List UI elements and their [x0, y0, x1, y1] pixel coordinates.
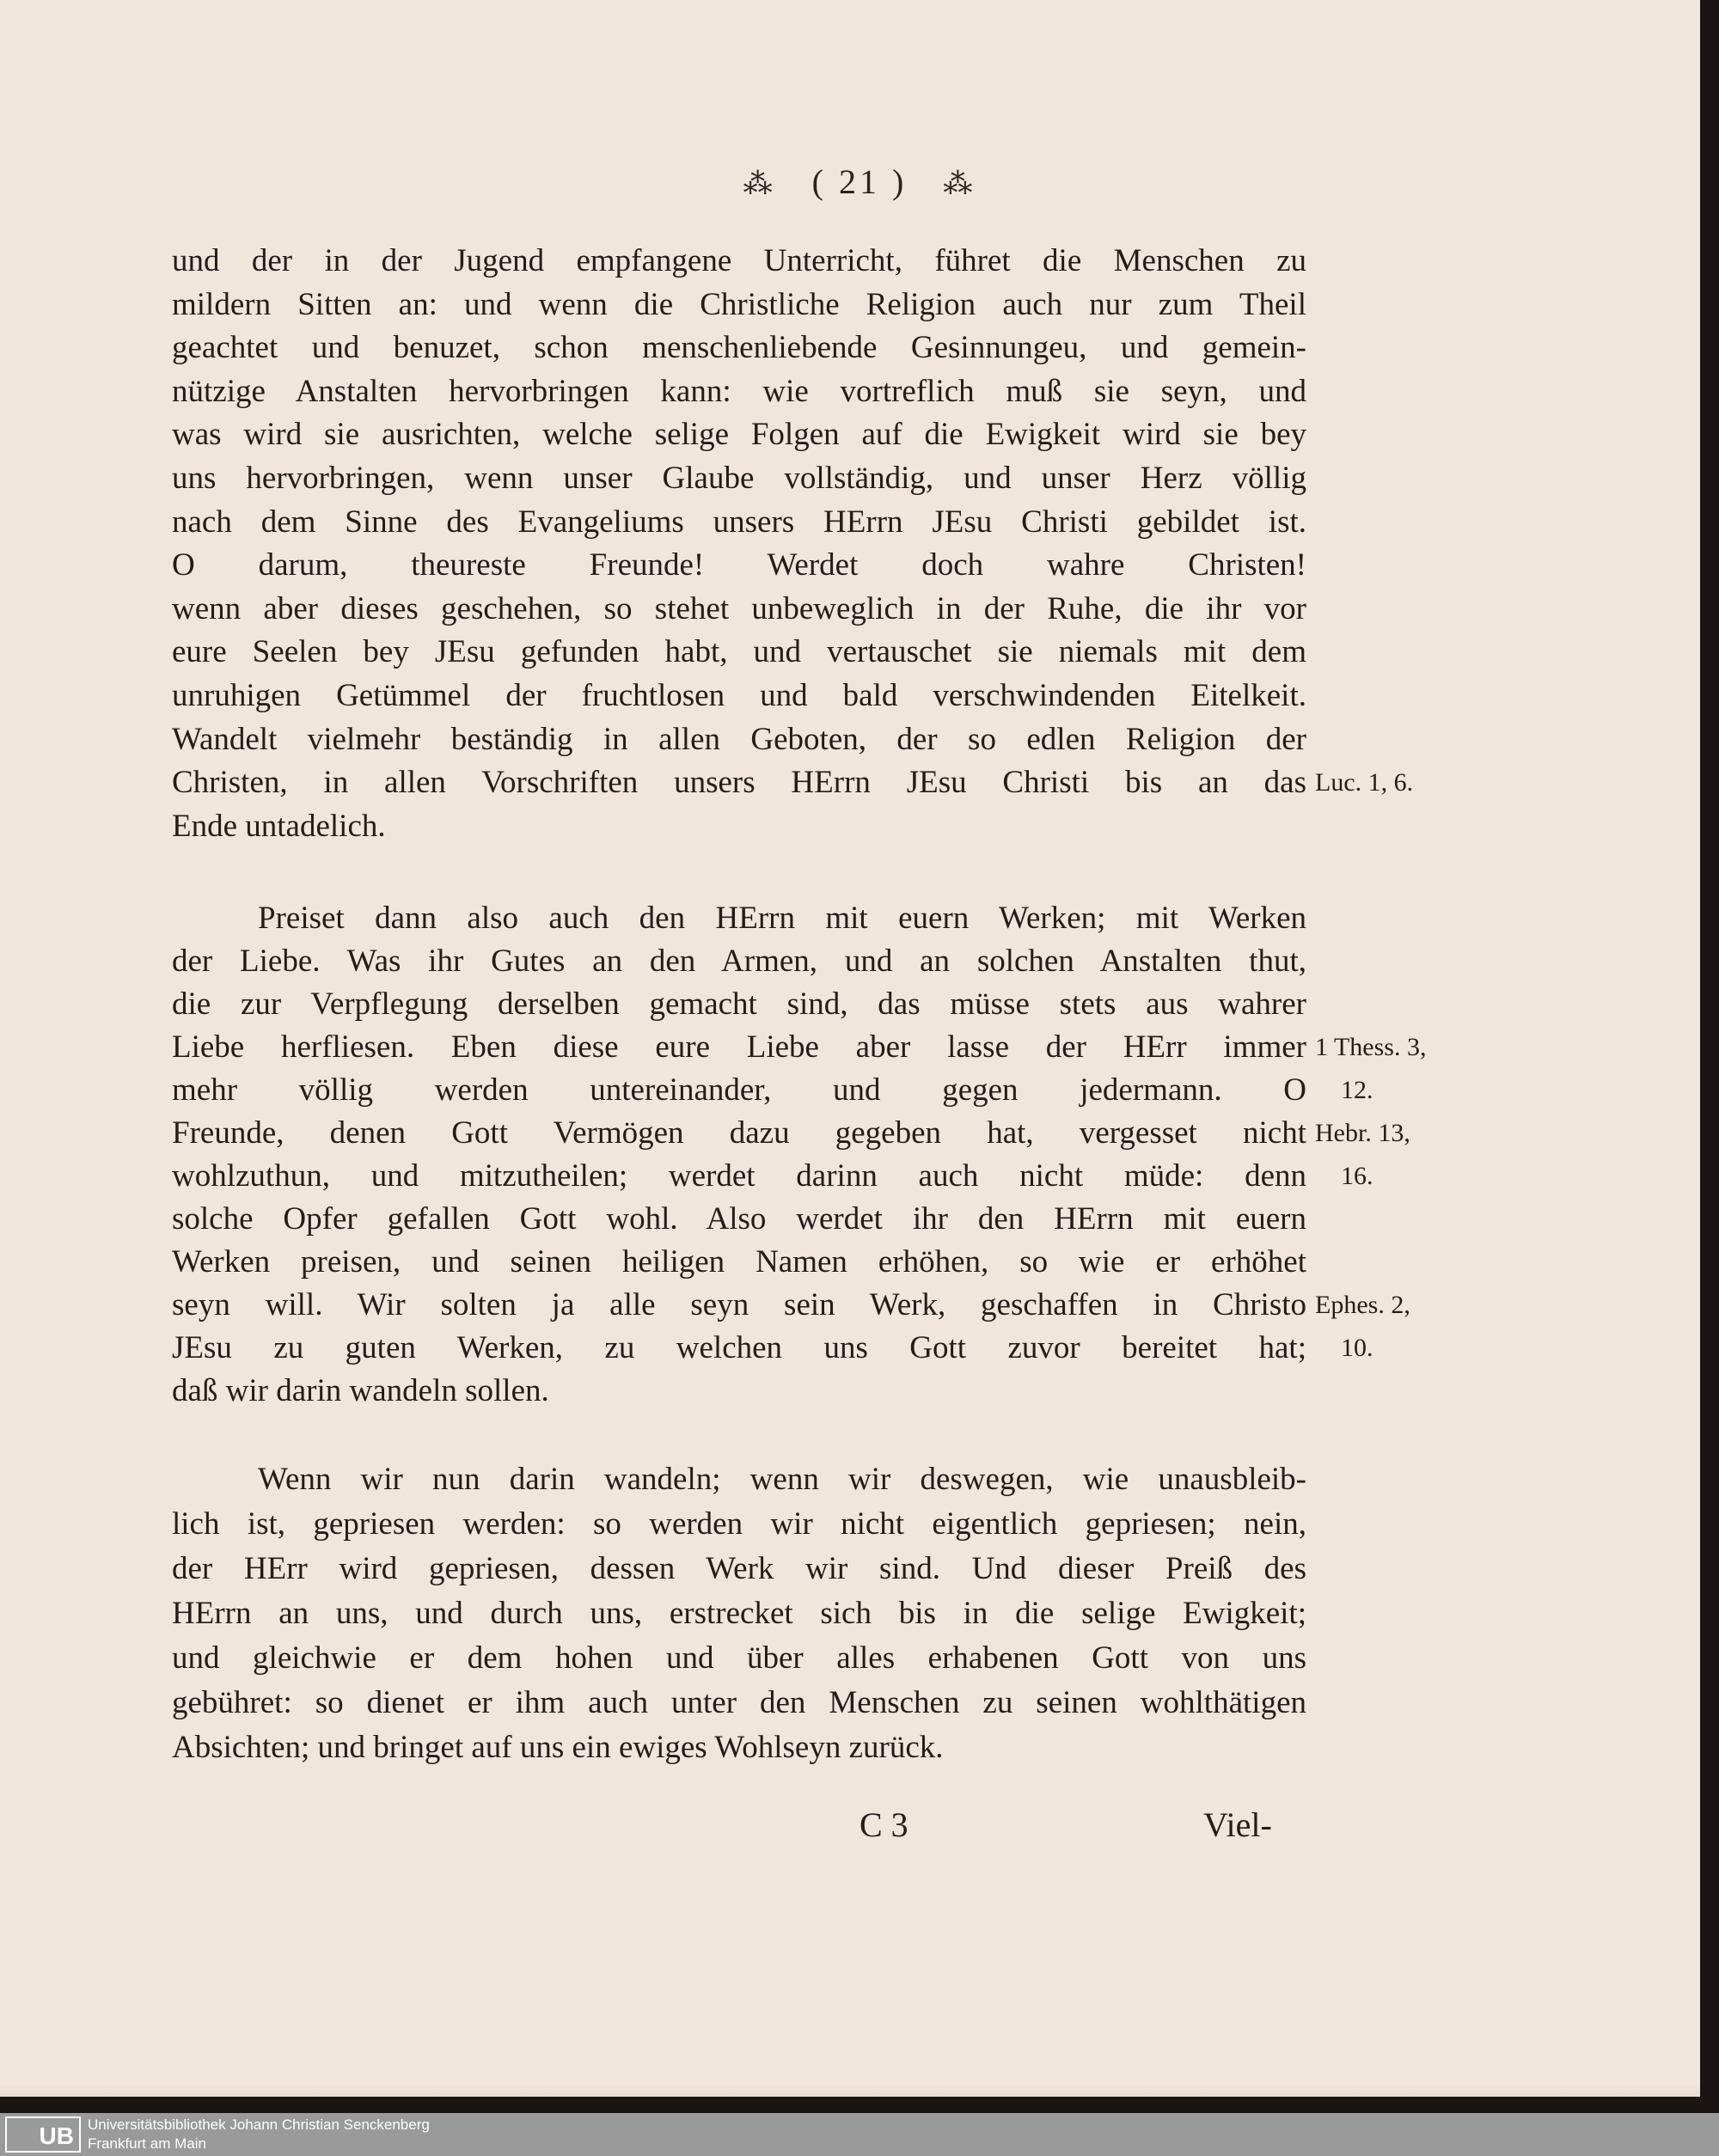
ornament-left: ⁂ [743, 168, 776, 200]
text-line: der HErr wird gepriesen, dessen Werk wir sind. Und dieser Preiß des [172, 1551, 1306, 1586]
text-line: Werken preisen, und seinen heiligen Namen erhöhen, so wie er erhöhet [172, 1244, 1306, 1280]
text-line: Preiset dann also auch den HErrn mit euern Werken; mit Werken [258, 901, 1306, 936]
text-line: was wird sie ausrichten, welche selige Folgen auf die Ewigkeit wird sie bey [172, 417, 1306, 453]
text-line: Absichten; und bringet auf uns ein ewiges Wohlseyn zurück. [172, 1730, 944, 1765]
margin-note: 16. [1341, 1162, 1373, 1190]
text-line: seyn will. Wir solten ja alle seyn sein Werk, geschaffen in Christo [172, 1287, 1306, 1322]
margin-note: 1 Thess. 3, [1315, 1033, 1427, 1061]
text-line: gebühret: so dienet er ihm auch unter den Menschen zu seinen wohlthätigen [172, 1685, 1306, 1720]
text-line: und gleichwie er dem hohen und über alles erhabenen Gott von uns [172, 1640, 1306, 1676]
text-line: wohlzuthun, und mitzutheilen; werdet darinn auch nicht müde: denn [172, 1158, 1306, 1194]
text-line: lich ist, gepriesen werden: so werden wir nicht eigentlich gepriesen; nein, [172, 1506, 1306, 1542]
text-line: die zur Verpflegung derselben gemacht sind, das müsse stets aus wahrer [172, 986, 1306, 1022]
text-line: Liebe herfliesen. Eben diese eure Liebe aber lasse der HErr immer [172, 1029, 1306, 1065]
page-number: ( 21 ) [811, 162, 908, 201]
page-header [0, 162, 1719, 202]
text-line: nach dem Sinne des Evangeliums unsers HErrn JEsu Christi gebildet ist. [172, 504, 1306, 540]
library-footer [0, 2113, 1719, 2156]
text-line: JEsu zu guten Werken, zu welchen uns Gott zuvor bereitet hat; [172, 1330, 1306, 1365]
text-line: Wandelt vielmehr beständig in allen Geboten, der so edlen Religion der [172, 721, 1306, 757]
text-line: mehr völlig werden untereinander, und gegen jedermann. O [172, 1072, 1306, 1108]
text-line: Christen, in allen Vorschriften unsers HErrn JEsu Christi bis an das [172, 765, 1306, 801]
ornament-right: ⁂ [943, 168, 976, 200]
text-line: und der in der Jugend empfangene Unterricht, führet die Menschen zu [172, 243, 1306, 278]
margin-note: Luc. 1, 6. [1315, 768, 1414, 797]
text-line: Ende untadelich. [172, 808, 386, 844]
margin-note: 10. [1341, 1334, 1373, 1362]
text-line: solche Opfer gefallen Gott wohl. Also werdet ihr den HErrn mit euern [172, 1201, 1306, 1237]
margin-note: Hebr. 13, [1315, 1119, 1410, 1147]
text-line: daß wir darin wandeln sollen. [172, 1373, 549, 1408]
institution-city: Frankfurt am Main [88, 2135, 206, 2152]
text-line: Freunde, denen Gott Vermögen dazu gegeben hat, vergesset nicht [172, 1115, 1306, 1151]
text-line: uns hervorbringen, wenn unser Glaube vollständig, und unser Herz völlig [172, 461, 1306, 496]
text-line: nützige Anstalten hervorbringen kann: wie vortreflich muß sie seyn, und [172, 373, 1306, 409]
catchword: Viel- [1203, 1805, 1272, 1844]
text-line: wenn aber dieses geschehen, so stehet unbeweglich in der Ruhe, die ihr vor [172, 590, 1306, 626]
text-line: Wenn wir nun darin wandeln; wenn wir deswegen, wie unausbleib- [258, 1462, 1306, 1497]
text-line: mildern Sitten an: und wenn die Christliche Religion auch nur zum Theil [172, 286, 1306, 322]
institution-name: Universitätsbibliothek Johann Christian Senckenberg [88, 2116, 430, 2133]
text-line: unruhigen Getümmel der fruchtlosen und bald verschwindenden Eitelkeit. [172, 678, 1306, 713]
text-line: eure Seelen bey JEsu gefunden habt, und vertauschet sie niemals mit dem [172, 634, 1306, 670]
text-line: HErrn an uns, und durch uns, erstrecket sich bis in die selige Ewigkeit; [172, 1596, 1306, 1631]
text-line: O darum, theureste Freunde! Werdet doch wahre Christen! [172, 547, 1306, 583]
library-logo: UB [5, 2116, 81, 2153]
margin-note: Ephes. 2, [1315, 1291, 1410, 1319]
text-line: geachtet und benuzet, schon menschenliebende Gesinnungeu, und gemein- [172, 330, 1306, 366]
text-line: der Liebe. Was ihr Gutes an den Armen, und an solchen Anstalten thut, [172, 944, 1306, 979]
margin-note: 12. [1341, 1076, 1373, 1104]
signature-mark: C 3 [860, 1805, 908, 1844]
